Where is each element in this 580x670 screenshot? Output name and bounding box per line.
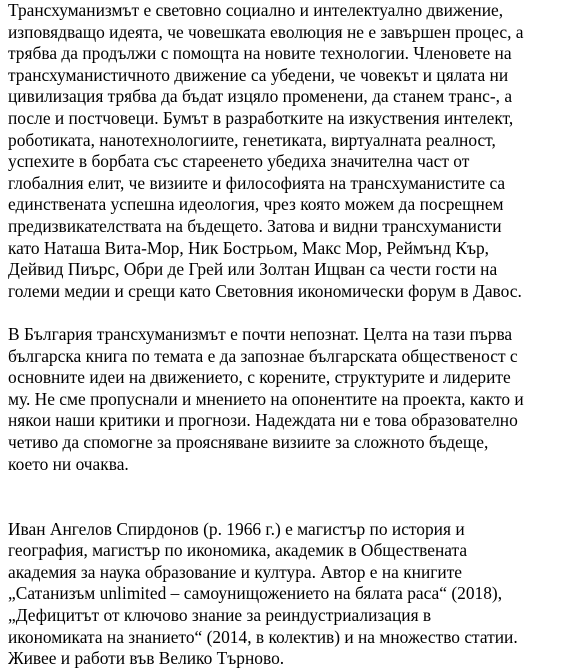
text-line: четиво да спомогне за проясняване визиите за сложното бъдеще, [8, 432, 489, 453]
paragraph-spacer [8, 302, 578, 324]
paragraph-spacer [8, 475, 578, 518]
text-line: Дейвид Пиърс, Обри де Грей или Золтан Ищван са чести гости на [8, 259, 498, 280]
text-line: основните идеи на движението, с корените, структурите и лидерите [8, 367, 511, 388]
text-line: глобалния елит, че визиите и философията на трансхуманистите са [8, 172, 506, 193]
paragraph-bulgaria-context [8, 324, 578, 475]
text-line: някои наши критики и прогнози. Надеждата ни е това образователно [8, 410, 518, 431]
text-line: Живее и работи във Велико Търново. [8, 648, 285, 669]
text-line: българска книга по темата е да запознае българската общественост с [8, 345, 518, 366]
text-line: единствената успешна идеология, чрез която можем да посрещнем [8, 194, 504, 215]
text-line: трансхуманистичното движение са убедени, че човекът и цялата ни [8, 64, 509, 85]
text-line: икономиката на знанието“ (2014, в колектив) и на множество статии. [8, 626, 518, 647]
text-line: роботиката, нанотехнологиите, генетиката, виртуалната реалност, [8, 129, 496, 150]
text-line: В България трансхуманизмът е почти непознат. Целта на тази първа [8, 324, 513, 345]
text-line: му. Не сме пропуснали и мнението на опонентите на проекта, както и [8, 388, 524, 409]
text-line: академия за наука образование и култура. Автор е на книгите [8, 561, 463, 582]
text-line: трябва да продължи с помощта на новите технологии. Членовете на [8, 43, 512, 64]
text-line: Иван Ангелов Спирдонов (р. 1966 г.) е магистър по история и [8, 518, 465, 539]
text-line: „Дефицитът от ключово знание за реиндустриализация в [8, 605, 432, 626]
text-line: като Наташа Вита-Мор, Ник Бострьом, Макс Мор, Реймънд Кър, [8, 237, 490, 258]
text-line: големи медии и срещи като Световния икономически форум в Давос. [8, 280, 522, 301]
text-line: „Сатанизъм unlimited – самоунищожението на бялата раса“ (2018), [8, 583, 503, 604]
text-line: география, магистър по икономика, академик в Обществената [8, 540, 468, 561]
document-body [8, 0, 578, 670]
paragraph-author-bio [8, 519, 578, 670]
text-line: Трансхуманизмът е световно социално и интелектуално движение, [8, 0, 504, 20]
text-line: после и постчовеци. Бумът в разработките на изкуствения интелект, [8, 107, 514, 128]
text-line: което ни очаква. [8, 453, 129, 474]
text-line: предизвикателствата на бъдещето. Затова и видни трансхуманисти [8, 215, 502, 236]
text-line: изповядващо идеята, че човешката еволюция не е завършен процес, а [8, 21, 524, 42]
text-line: цивилизация трябва да бъдат изцяло променени, да станем транс-, а [8, 86, 513, 107]
paragraph-transhumanism-intro [8, 0, 578, 302]
text-line: успехите в борбата със стареенето убедиха значителна част от [8, 151, 470, 172]
